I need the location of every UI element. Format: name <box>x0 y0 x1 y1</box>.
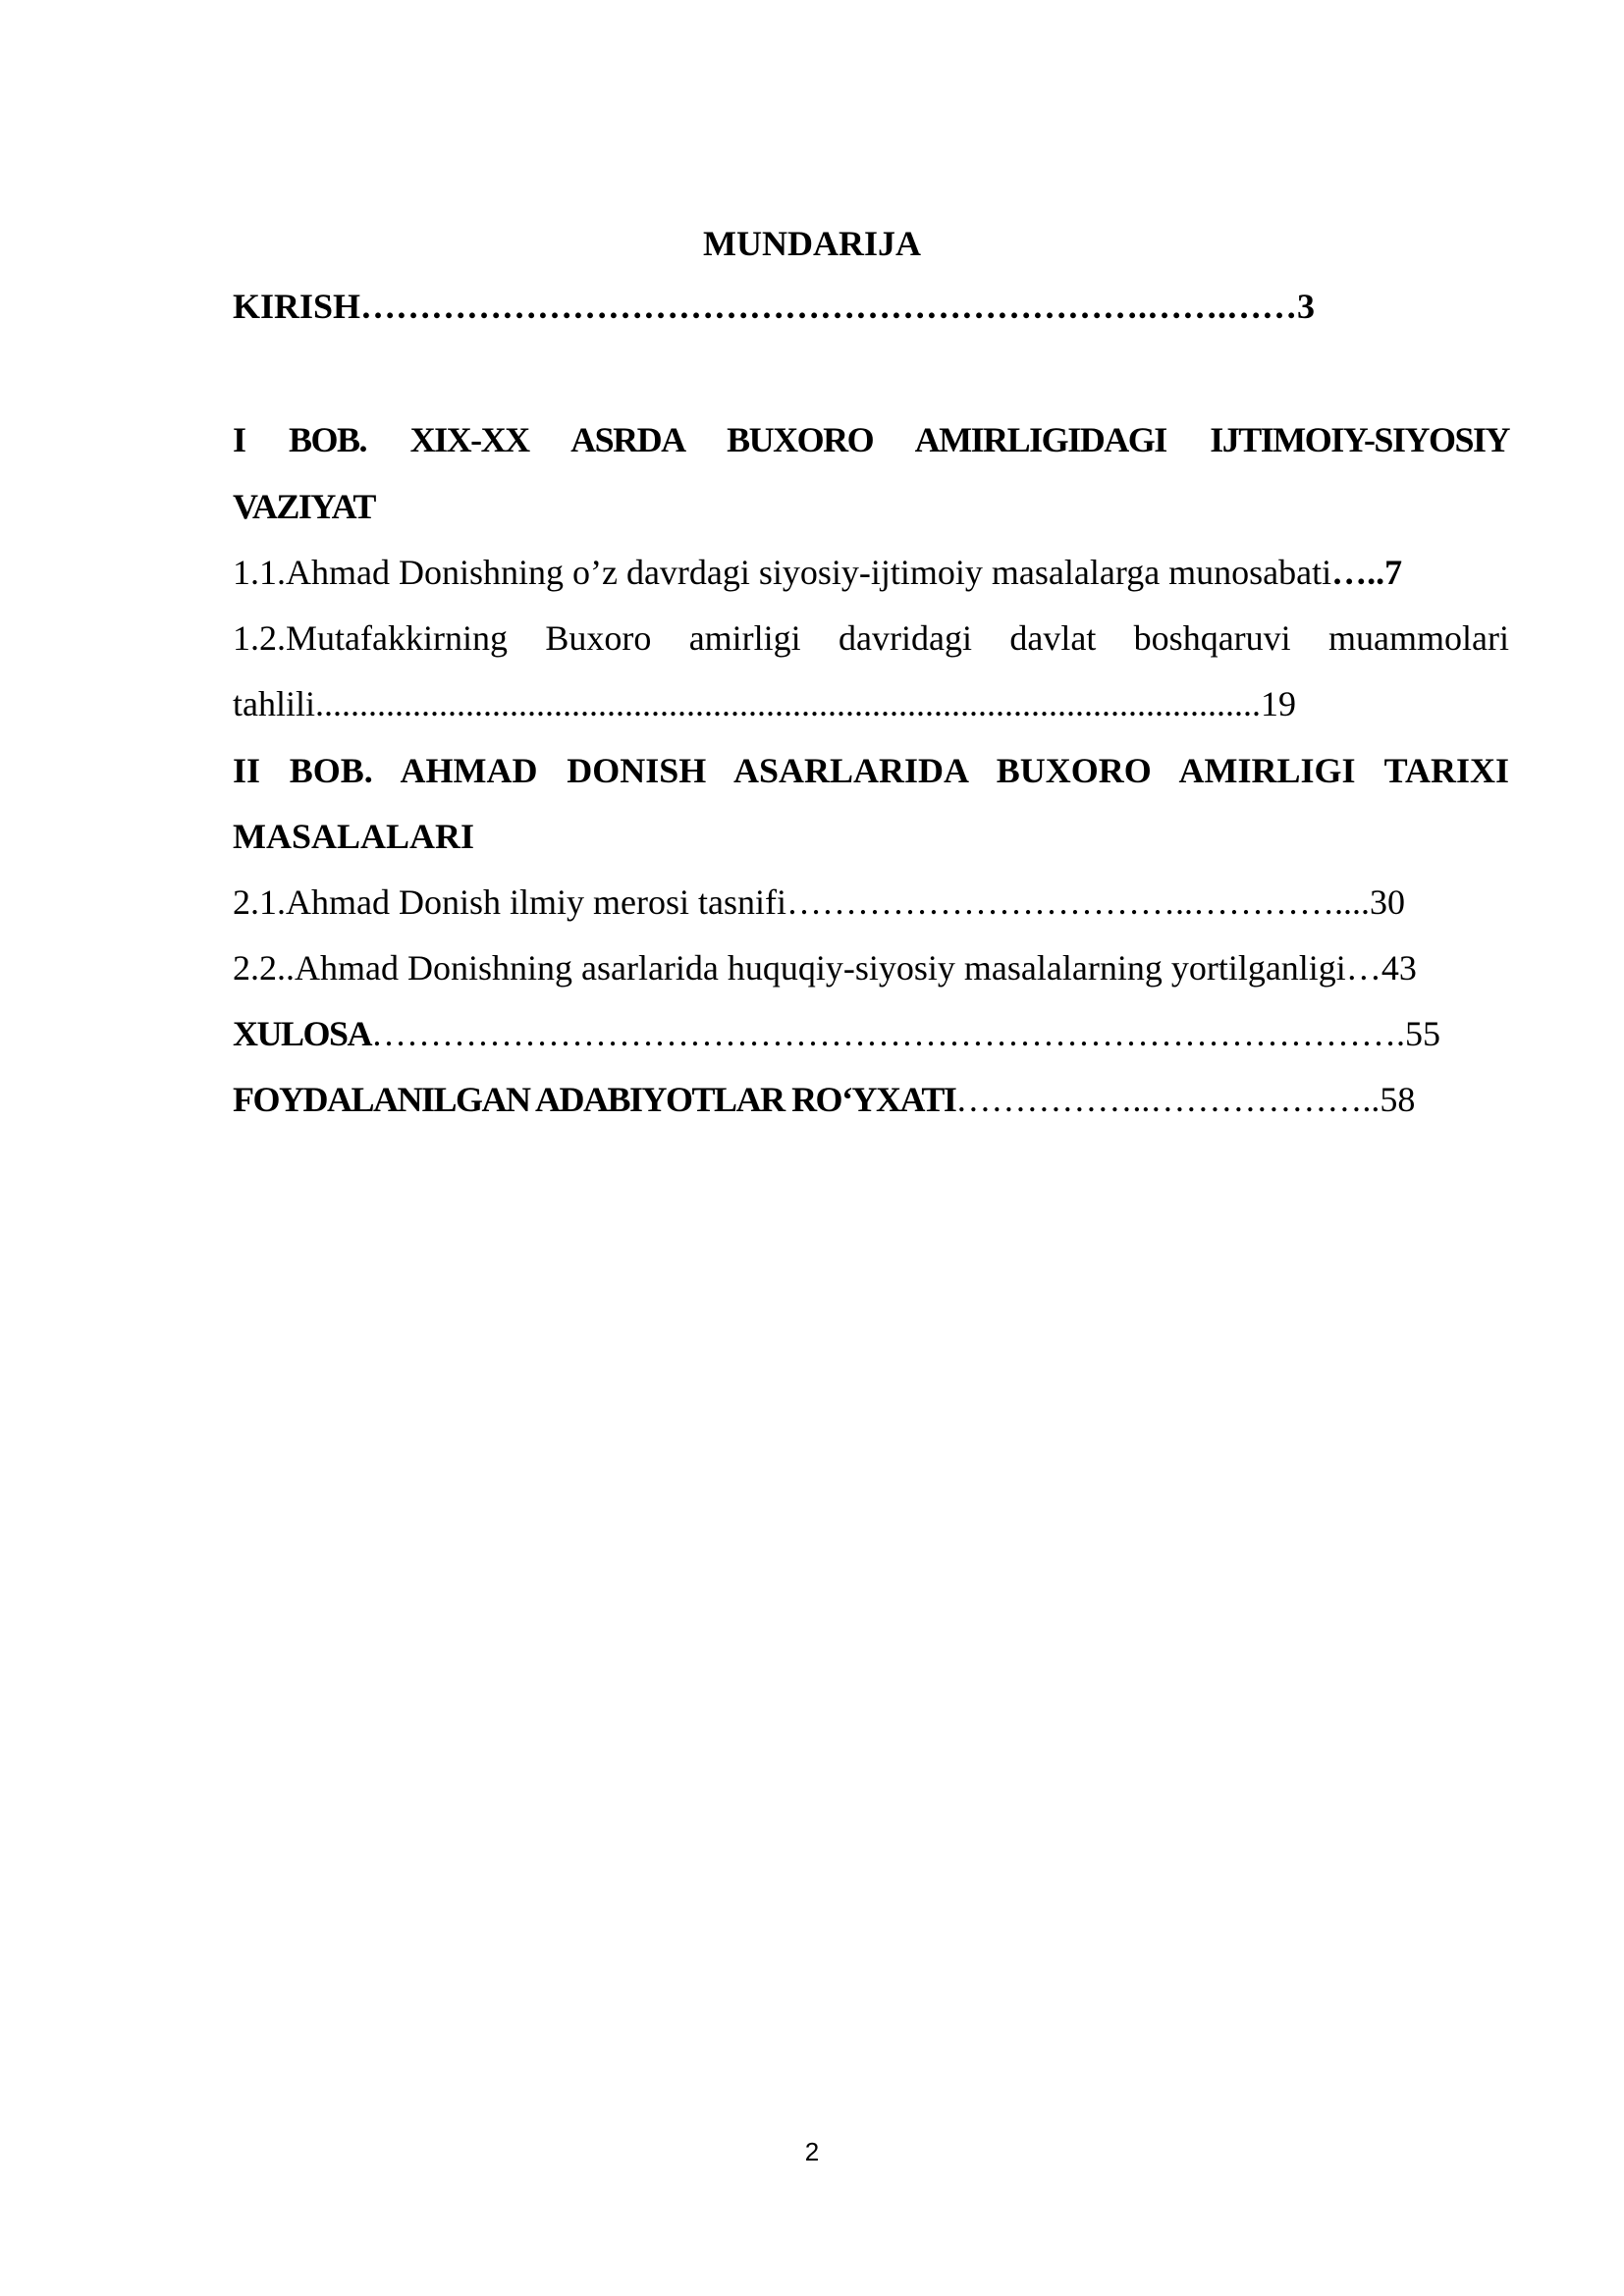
toc-leader-dots: … <box>1345 948 1381 988</box>
toc-page-number: 19 <box>1261 684 1296 723</box>
toc-page-number: ..58 <box>1362 1080 1416 1119</box>
toc-entry-1-1[interactable] <box>233 547 1509 598</box>
toc-entry-kirish[interactable] <box>233 281 1509 332</box>
toc-entry-2-2[interactable] <box>233 942 1509 993</box>
toc-chapter-1-line-1[interactable]: I BOB. XIX-XX ASRDA BUXORO AMIRLIGIDAGI IJTIMOIY-SIYOSIY <box>233 420 1509 459</box>
toc-leader-dots: ….. <box>1331 553 1385 592</box>
toc-leader-dots: ………………………………………………………….…….…… <box>360 287 1298 326</box>
toc-entry-1-2-line-1[interactable]: 1.2.Mutafakkirning Buxoro amirligi davridagi davlat boshqaruvi muammolari <box>233 618 1509 658</box>
toc-entry-label: FOYDALANILGAN ADABIYOTLAR RO‘YXATI <box>233 1080 956 1119</box>
toc-entry-xulosa[interactable] <box>233 1008 1509 1059</box>
toc-entry-label: tahlili <box>233 684 315 723</box>
toc-chapter-1-line-2[interactable]: VAZIYAT <box>233 487 375 526</box>
toc-entry-label: Ahmad Donishning asarlarida huquqiy-siyosiy masalalarning yortilganligi <box>295 948 1346 988</box>
toc-entry-label: XULOSA <box>233 1014 372 1053</box>
toc-chapter-2-line-2[interactable]: MASALALARI <box>233 817 475 856</box>
toc-leader-dots: ……………..……………… <box>955 1080 1363 1119</box>
toc-entry-2-1[interactable] <box>233 877 1509 928</box>
toc-page-number: 3 <box>1297 287 1316 326</box>
toc-entry-label: KIRISH <box>233 287 361 326</box>
toc-entry-1-2-line-2[interactable] <box>233 678 1509 729</box>
toc-page-number: ...30 <box>1342 882 1405 922</box>
toc-title: MUNDARIJA <box>703 224 921 263</box>
toc-chapter-2-line-1[interactable]: II BOB. AHMAD DONISH ASARLARIDA BUXORO AMIRLIGI TARIXI <box>233 751 1509 790</box>
toc-page-number: 7 <box>1384 553 1403 592</box>
toc-leader-dots: ........................................................................................................... <box>315 684 1261 723</box>
toc-leader-dots: …………………………………………………………………………… <box>371 1014 1397 1053</box>
toc-page-number: 43 <box>1380 948 1417 988</box>
toc-leader-dots: ……………………………..…………. <box>785 882 1343 922</box>
toc-entry-label: 2.1.Ahmad Donish ilmiy merosi tasnifi <box>233 882 786 922</box>
page-number: 2 <box>804 2137 820 2166</box>
toc-page-number: .55 <box>1396 1014 1441 1053</box>
toc-entry-label: 1.1.Ahmad Donishning o’z davrdagi siyosiy-ijtimoiy masalalarga munosabati <box>233 553 1332 592</box>
toc-entry-prefix: 2.2.. <box>233 948 295 988</box>
toc-entry-references[interactable] <box>233 1074 1509 1125</box>
